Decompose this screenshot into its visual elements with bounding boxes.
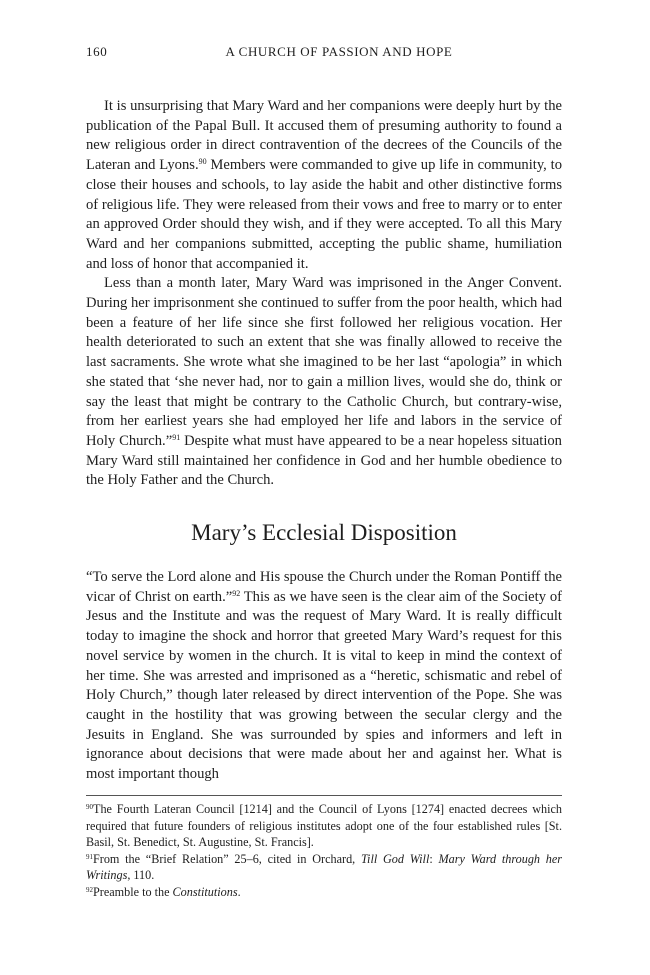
footnote: $^{90}$The Fourth Lateran Council [1214] and the Council of Lyons [1274] enacted decrees which required that future founders of religious institutes adopt one of the four established rules [St. Basil, St. Benedict, St. Augustine, St. Francis].: [86, 802, 562, 850]
footnote-ref: 92: [232, 588, 241, 598]
page-header: [86, 44, 562, 62]
footnotes: [86, 801, 562, 901]
paragraph: “To serve the Lord alone and His spouse the Church under the Roman Pontiff the vicar of Christ on earth.”$^{92}$ This as we have seen is the clear aim of the Society of Jesus and the Institute and was the request of Mary Ward. It is really difficult today to imagine the shock and horror that greeted Mary Ward’s request for this novel service by women in the church. It is vital to keep in mind the context of her time. She was arrested and imprisoned as a “heretic, schismatic and rebel of Holy Church,” though later released by direct intervention of the Pope. She was caught in the hostility that was growing between the secular clergy and the Jesuits in England. She was surrounded by spies and informers and left in ignorance about decisions that were made about her and against her. What is most important though: [86, 569, 562, 783]
running-head: A CHURCH OF PASSION AND HOPE: [225, 44, 453, 59]
footnote: $^{92}$Preamble to the Constitutions.: [86, 884, 241, 899]
footnote: $^{91}$From the “Brief Relation” 25–6, cited in Orchard, Till God Will: Mary Ward through her Writings, 110.: [86, 851, 562, 883]
body-text-lower: [86, 568, 562, 785]
body-text-upper: [86, 97, 562, 491]
paragraph: It is unsurprising that Mary Ward and her companions were deeply hurt by the publication of the Papal Bull. It accused them of presuming authority to found a new religious order in direct contravention of the decrees of the Councils of the Lateran and Lyons.$^{90}$ Members were commanded to give up life in community, to close their houses and schools, to lay aside the habit and other distinctive forms of religious life. They were released from their vows and free to marry or to enter an approved Order should they wish, and if they were accepted. To all this Mary Ward and her companions submitted, accepting the public shame, humiliation and loss of honor that accompanied it.: [86, 98, 562, 272]
paragraph: Less than a month later, Mary Ward was imprisoned in the Anger Convent. During her imprisonment she continued to suffer from the poor health, which had been a feature of her life since she first followed her religious vocation. Her health deteriorated to such an extent that she was finally allowed to receive the last sacraments. She wrote what she imagined to be her last “apologia” in which she stated that ‘she never had, nor to gain a million lives, would she do, think or say the least that might be contrary to the Catholic Church, but contrary-wise, from her earliest years she had employed her life and labors in the service of Holy Church.”$^{91}$ Despite what must have appeared to be a near hopeless situation Mary Ward still maintained her confidence in God and her humble obedience to the Holy Father and the Church.: [86, 275, 562, 489]
footnote-ref: 90: [198, 157, 207, 167]
footnote-ref: 91: [172, 432, 181, 442]
footnote-divider: [86, 795, 562, 796]
page-number: 160: [86, 44, 108, 59]
section-heading: Mary’s Ecclesial Disposition: [191, 520, 457, 545]
